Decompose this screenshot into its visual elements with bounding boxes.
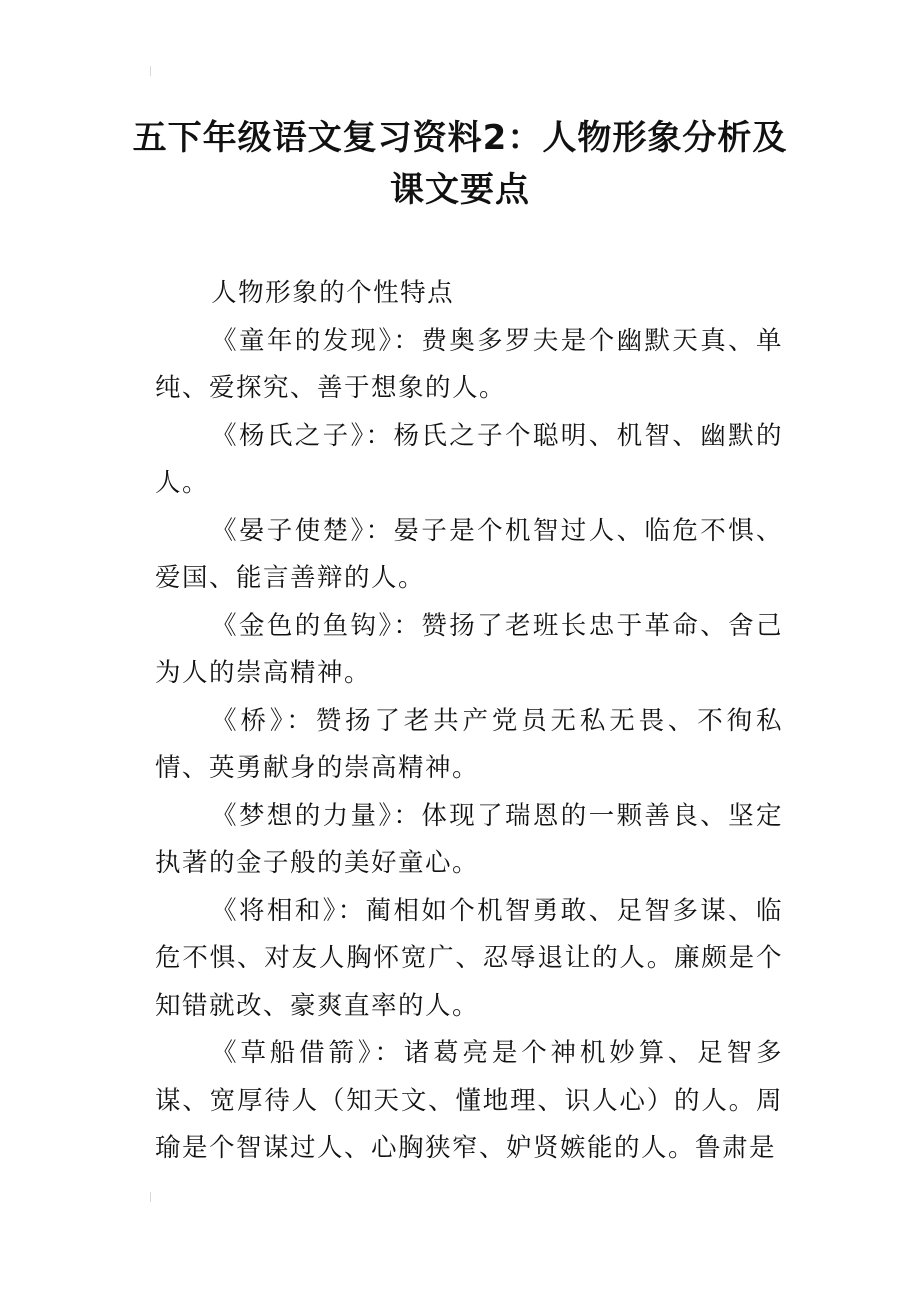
paragraph: 《晏子使楚》：晏子是个机智过人、临危不惧、爱国、能言善辩的人。 xyxy=(155,515,783,593)
paragraph: 《杨氏之子》：杨氏之子个聪明、机智、幽默的人。 xyxy=(155,420,783,498)
corner-mark-top xyxy=(150,66,157,76)
paragraph: 《桥》：赞扬了老共产党员无私无畏、不徇私情、英勇献身的崇高精神。 xyxy=(155,705,783,783)
paragraph: 《童年的发现》：费奥多罗夫是个幽默天真、单纯、爱探究、善于想象的人。 xyxy=(155,325,783,403)
paragraph: 《将相和》：蔺相如个机智勇敢、足智多谋、临危不惧、对友人胸怀宽广、忍辱退让的人。廉颇是个知错就改、豪爽直率的人。 xyxy=(155,895,783,1021)
paragraph: 《梦想的力量》：体现了瑞恩的一颗善良、坚定执著的金子般的美好童心。 xyxy=(155,800,783,878)
paragraph: 《草船借箭》：诸葛亮是个神机妙算、足智多谋、宽厚待人（知天文、懂地理、识人心）的人。周瑜是个智谋过人、心胸狭窄、妒贤嫉能的人。鲁肃是 xyxy=(155,1038,783,1163)
corner-mark-bottom xyxy=(150,1192,157,1202)
paragraph-heading: 人物形象的个性特点 xyxy=(211,278,455,308)
page-title: 五下年级语文复习资料2：人物形象分析及课文要点 xyxy=(132,118,788,210)
paragraph: 《金色的鱼钩》：赞扬了老班长忠于革命、舍己为人的崇高精神。 xyxy=(155,610,783,688)
document-body xyxy=(155,270,783,1173)
